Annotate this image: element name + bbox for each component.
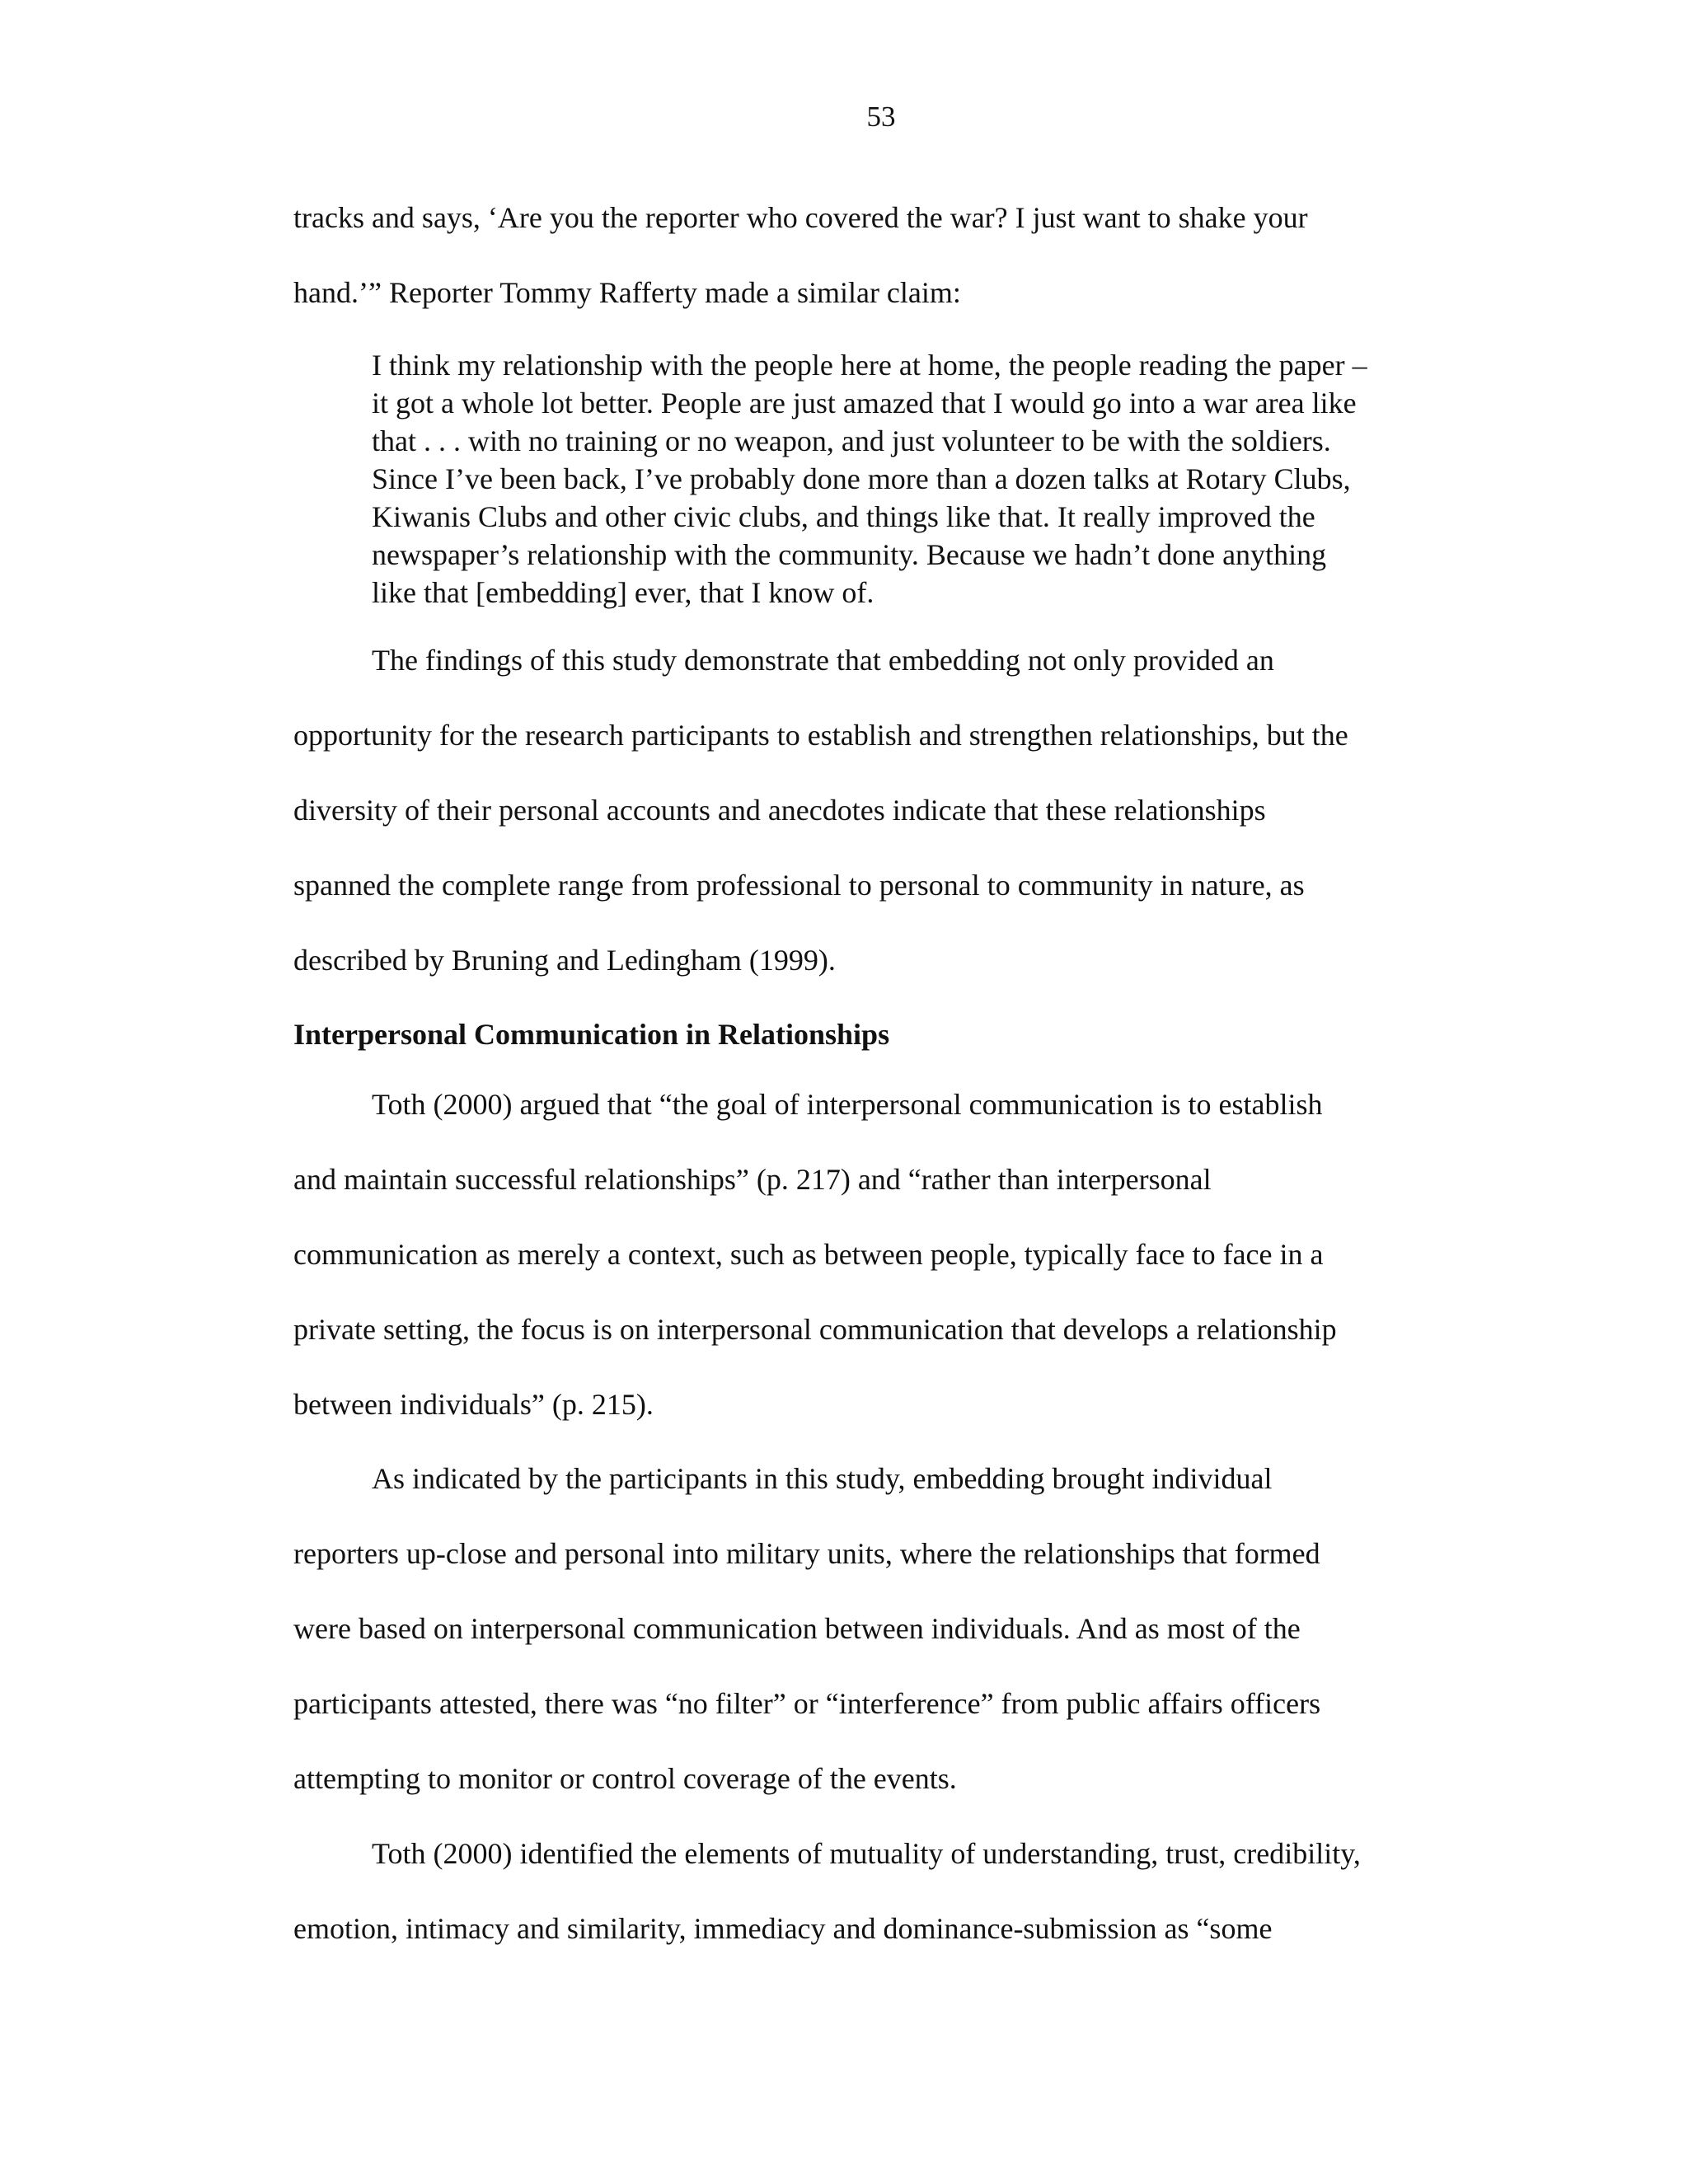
section-heading: Interpersonal Communication in Relationships [293, 1018, 890, 1051]
paragraph-line: attempting to monitor or control coverage of the events. [293, 1762, 957, 1795]
block-quote-line: I think my relationship with the people here at home, the people reading the paper – [372, 349, 1367, 382]
paragraph-line: between individuals” (p. 215). [293, 1388, 654, 1421]
block-quote-line: it got a whole lot better. People are just amazed that I would go into a war area like [372, 387, 1357, 419]
block-quote-line: newspaper’s relationship with the community. Because we hadn’t done anything [372, 538, 1327, 571]
paragraph-line: hand.’” Reporter Tommy Rafferty made a similar claim: [293, 276, 961, 309]
paragraph-line: participants attested, there was “no filter” or “interference” from public affairs officers [293, 1687, 1321, 1720]
block-quote-line: Kiwanis Clubs and other civic clubs, and things like that. It really improved the [372, 500, 1315, 533]
paragraph-line: communication as merely a context, such as between people, typically face to face in a [293, 1238, 1324, 1271]
paragraph-line: spanned the complete range from professional to personal to community in nature, as [293, 869, 1305, 902]
paragraph-line: opportunity for the research participants to establish and strengthen relationships, but the [293, 719, 1348, 752]
page-number: 53 [866, 101, 896, 133]
paragraph-line: diversity of their personal accounts and anecdotes indicate that these relationships [293, 794, 1266, 827]
paragraph-line: and maintain successful relationships” (p. 217) and “rather than interpersonal [293, 1163, 1212, 1196]
block-quote-line: Since I’ve been back, I’ve probably done more than a dozen talks at Rotary Clubs, [372, 462, 1351, 495]
block-quote-line: like that [embedding] ever, that I know of. [372, 576, 874, 609]
paragraph-line: Toth (2000) identified the elements of mutuality of understanding, trust, credibility, [372, 1837, 1361, 1870]
paragraph-line: described by Bruning and Ledingham (1999). [293, 944, 836, 977]
paragraph-line: tracks and says, ‘Are you the reporter who covered the war? I just want to shake your [293, 201, 1308, 234]
paragraph-line: private setting, the focus is on interpersonal communication that develops a relationship [293, 1313, 1337, 1346]
paragraph-line: As indicated by the participants in this study, embedding brought individual [372, 1462, 1273, 1495]
paragraph-line: Toth (2000) argued that “the goal of interpersonal communication is to establish [372, 1088, 1323, 1121]
paragraph-line: emotion, intimacy and similarity, immediacy and dominance-submission as “some [293, 1912, 1273, 1945]
paragraph-line: reporters up-close and personal into military units, where the relationships that formed [293, 1537, 1320, 1570]
paragraph-line: The findings of this study demonstrate that embedding not only provided an [372, 644, 1274, 677]
block-quote-line: that . . . with no training or no weapon, and just volunteer to be with the soldiers. [372, 424, 1331, 457]
paragraph-line: were based on interpersonal communication between individuals. And as most of the [293, 1612, 1301, 1645]
